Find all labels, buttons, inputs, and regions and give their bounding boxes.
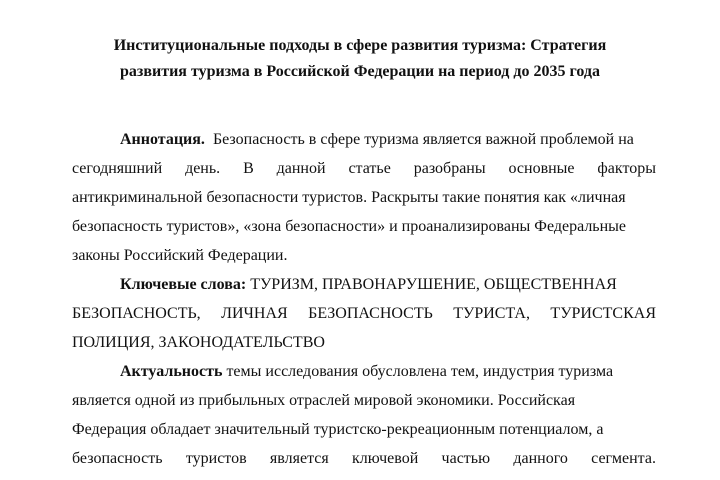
word: туристов [185,450,247,467]
relevance-line-1-text: темы исследования обусловлена тем, индустрия туризма [222,363,614,380]
abstract-label: Аннотация. [120,131,205,148]
word: ТУРИСТСКАЯ [550,305,656,322]
document-title [60,33,660,85]
keywords-paragraph [72,270,656,357]
relevance-label: Актуальность [120,363,223,380]
word: факторы [597,160,656,177]
word: ЛИЧНАЯ [221,305,288,322]
word: сегмента. [591,450,656,467]
word: данной [276,160,326,177]
abstract-line-4: безопасность туристов», «зона безопасности» и проанализированы Федеральные [72,218,627,235]
word: основные [508,160,575,177]
word: сегодняшний [72,160,163,177]
abstract-line-1 [72,125,656,154]
keywords-line-1 [72,270,656,299]
title-line-1: Институциональные подходы в сфере развития туризма: Стратегия [113,37,607,54]
word: ТУРИСТА, [453,305,530,322]
word: данного [513,450,568,467]
word: статье [348,160,391,177]
abstract-line-2 [72,154,656,183]
word: частью [441,450,491,467]
abstract-line-3: антикриминальной безопасности туристов. Раскрыты такие понятия как «личная [72,189,626,206]
abstract-line-1-text: Безопасность в сфере туризма является важной проблемой на [204,131,634,148]
keywords-line-3: ПОЛИЦИЯ, ЗАКОНОДАТЕЛЬСТВО [72,334,325,351]
title-line-2: развития туризма в Российской Федерации на период до 2035 года [120,63,600,80]
word: ключевой [352,450,419,467]
word: безопасность [72,450,163,467]
abstract-paragraph [72,125,656,270]
word: день. [185,160,221,177]
relevance-paragraph [72,357,656,473]
relevance-line-3: Федерация обладает значительный туристско-рекреационным потенциалом, а [72,421,604,438]
word: является [269,450,329,467]
keywords-label: Ключевые слова: [120,276,247,293]
word: БЕЗОПАСНОСТЬ [308,305,433,322]
abstract-line-5: законы Российский Федерации. [72,247,288,264]
keywords-line-2 [72,299,656,328]
word: В [243,160,254,177]
relevance-line-4 [72,444,656,473]
word: БЕЗОПАСНОСТЬ, [72,305,201,322]
relevance-line-2: является одной из прибыльных отраслей мировой экономики. Российская [72,392,576,409]
keywords-line-1-text: ТУРИЗМ, ПРАВОНАРУШЕНИЕ, ОБЩЕСТВЕННАЯ [246,276,617,293]
relevance-line-1 [72,357,656,386]
word: разобраны [413,160,486,177]
